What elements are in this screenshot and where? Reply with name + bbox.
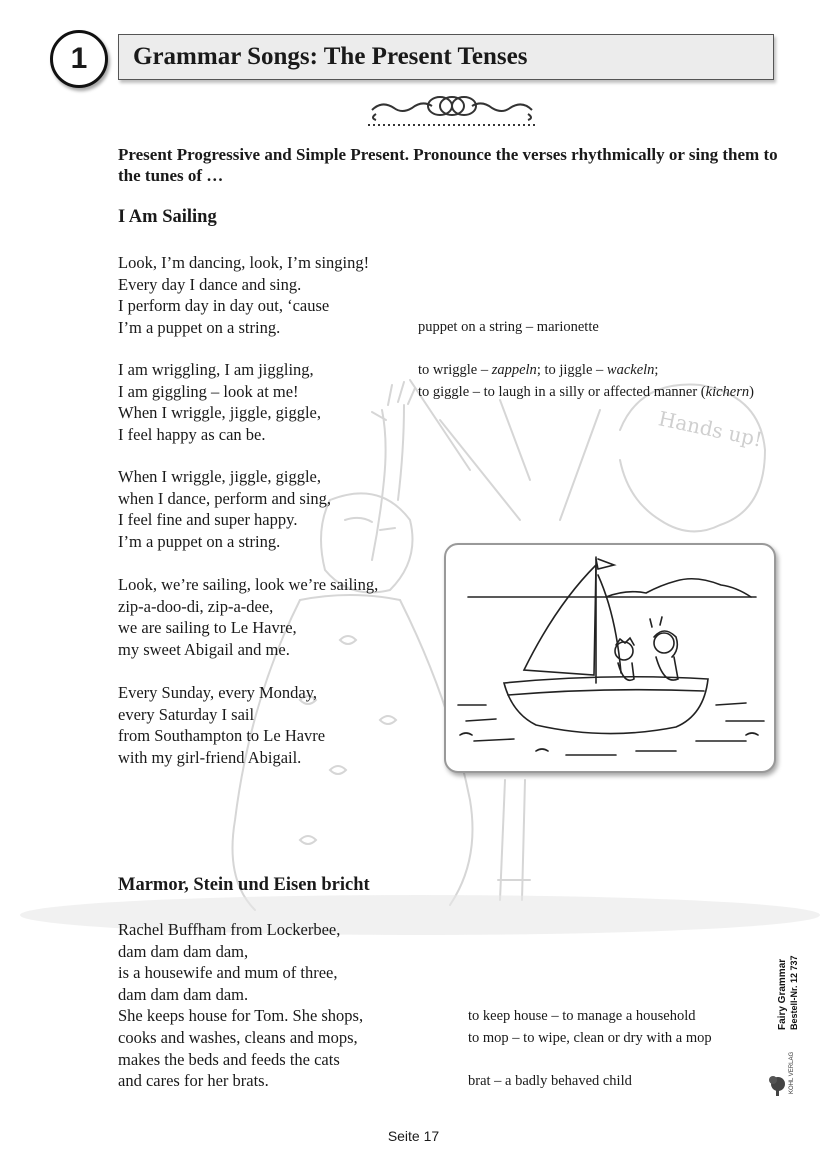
verse-line: I’m a puppet on a string. xyxy=(118,531,281,551)
gloss-giggle xyxy=(418,384,754,401)
stanza-2 xyxy=(118,359,321,445)
stanza-1 xyxy=(118,252,369,338)
verse-line: and cares for her brats. xyxy=(118,1071,269,1091)
order-number: Bestell-Nr. 12 737 xyxy=(789,955,799,1030)
gloss-mop: to mop – to wipe, clean or dry with a mop xyxy=(468,1030,712,1046)
instructions: Present Progressive and Simple Present. Pronounce the verses rhythmically or sing them to the tunes of … xyxy=(118,145,778,185)
verse-line: Every day I dance and sing. xyxy=(118,274,302,294)
page-title: Grammar Songs: The Present Tenses xyxy=(133,43,528,70)
gloss-keep-house: to keep house – to manage a household xyxy=(468,1008,696,1024)
verse-line: dam dam dam dam. xyxy=(118,984,249,1004)
verse-line: from Southampton to Le Havre xyxy=(118,726,326,746)
chapter-number: 1 xyxy=(70,42,88,75)
verse-line: When I wriggle, jiggle, giggle, xyxy=(118,467,321,486)
song-title-marmor: Marmor, Stein und Eisen bricht xyxy=(118,875,370,895)
verse-line: makes the beds and feeds the cats xyxy=(118,1049,340,1069)
gloss-german: zappeln xyxy=(491,362,537,378)
page-number: Seite 17 xyxy=(387,1128,440,1144)
sailboat-drawing xyxy=(446,545,774,771)
gloss-puppet: puppet on a string – marionette xyxy=(418,319,599,335)
stanza-marmor xyxy=(118,919,363,1092)
gloss-text: to giggle – to laugh in a silly or affected manner ( xyxy=(418,384,706,400)
page-title-box xyxy=(118,34,774,80)
stanza-3 xyxy=(118,466,331,552)
stanza-5 xyxy=(118,682,325,768)
verse-line: we are sailing to Le Havre, xyxy=(118,618,297,638)
publisher-logo xyxy=(766,1050,796,1100)
verse-line: I perform day in day out, ‘cause xyxy=(118,296,330,316)
sailboat-illustration xyxy=(444,543,776,773)
publisher-name: KOHL VERLAG xyxy=(789,1051,795,1094)
verse-line: dam dam dam dam, xyxy=(118,941,249,961)
book-title: Fairy Grammar xyxy=(777,958,788,1030)
gloss-text: ; xyxy=(654,362,659,378)
verse-line: is a housewife and mum of three, xyxy=(118,963,338,983)
song-title-i-am-sailing: I Am Sailing xyxy=(118,207,217,227)
gloss-text: ; to jiggle – xyxy=(536,362,607,378)
gloss-text: ) xyxy=(749,384,754,400)
verse-line: When I wriggle, jiggle, giggle, xyxy=(118,403,321,423)
verse-line: with my girl-friend Abigail. xyxy=(118,747,302,767)
gloss-text: to wriggle – xyxy=(418,362,492,378)
verse-line: She keeps house for Tom. She shops, xyxy=(118,1006,364,1026)
verse-line: I feel fine and super happy. xyxy=(118,510,298,530)
stanza-4 xyxy=(118,574,378,660)
verse-line: I’m a puppet on a string. xyxy=(118,317,281,337)
hands-up-sketch-text: Hands up! xyxy=(656,406,765,452)
verse-line: cooks and washes, cleans and mops, xyxy=(118,1027,358,1047)
verse-line: when I dance, perform and sing, xyxy=(118,488,332,508)
gloss-german: wackeln xyxy=(606,362,655,378)
decorative-ornament xyxy=(362,92,542,132)
gloss-german: kichern xyxy=(705,384,750,400)
publisher-sidebar xyxy=(760,930,820,1050)
verse-line: Look, we’re sailing, look we’re sailing, xyxy=(118,575,379,594)
verse-line: I am giggling – look at me! xyxy=(118,381,299,401)
gloss-brat: brat – a badly behaved child xyxy=(468,1073,632,1089)
gloss-wriggle-jiggle xyxy=(418,362,658,379)
verse-line: Look, I’m dancing, look, I’m singing! xyxy=(118,253,370,272)
verse-line: Rachel Buffham from Lockerbee, xyxy=(118,920,341,939)
verse-line: I feel happy as can be. xyxy=(118,424,266,444)
verse-line: Every Sunday, every Monday, xyxy=(118,683,318,702)
verse-line: every Saturday I sail xyxy=(118,704,255,724)
chapter-number-badge xyxy=(50,30,108,88)
verse-line: I am wriggling, I am jiggling, xyxy=(118,360,314,379)
verse-line: my sweet Abigail and me. xyxy=(118,639,290,659)
verse-line: zip-a-doo-di, zip-a-dee, xyxy=(118,596,274,616)
